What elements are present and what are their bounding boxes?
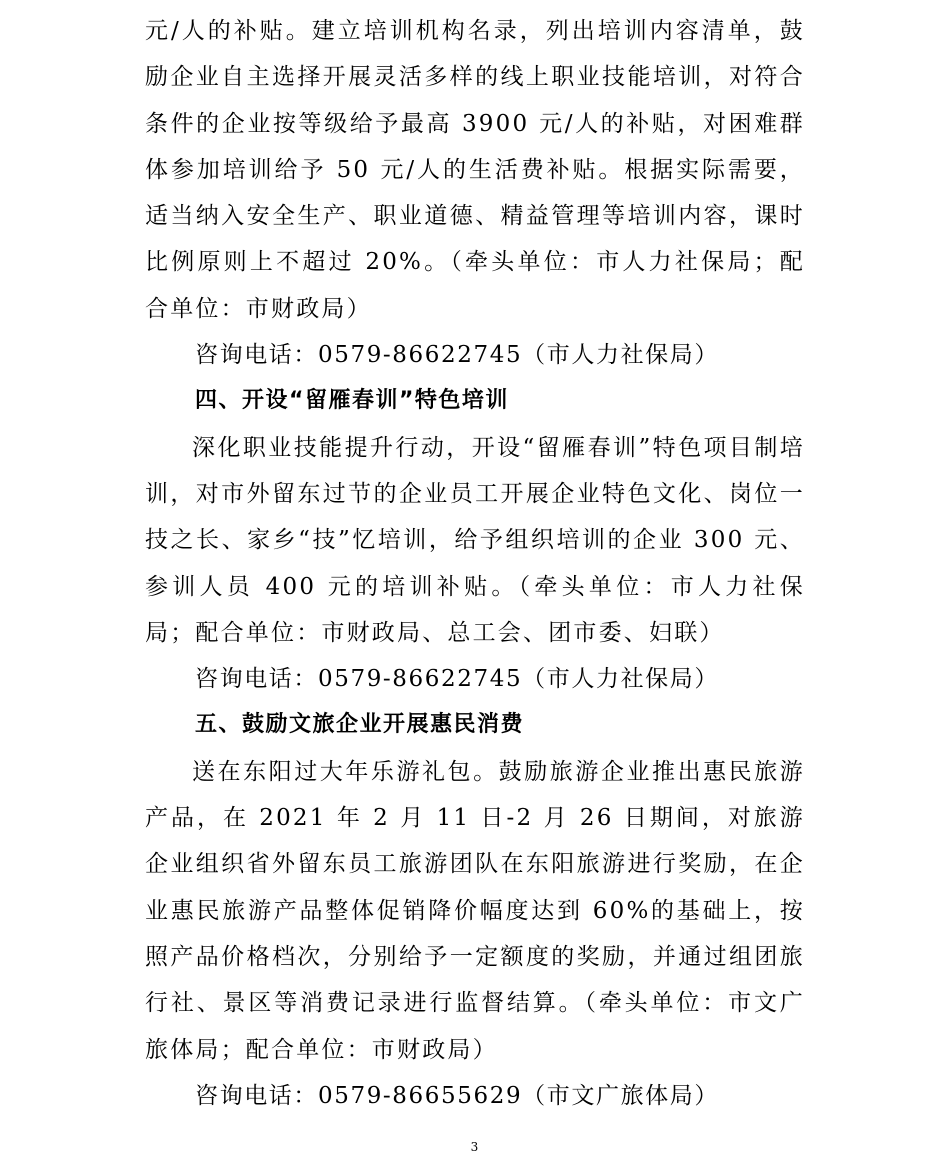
page-number: 3 (470, 1140, 479, 1154)
section-heading-5: 五、鼓励文旅企业开展惠民消费 (195, 712, 525, 738)
consult-phone-hr: 咨询电话：0579-86622745（市人力社保局） (195, 342, 719, 369)
paragraph-training-subsidy: 元/人的补贴。建立培训机构名录，列出培训内容清单，鼓励企业自主选择开展灵活多样的线上职业技能培训，对符合条件的企业按等级给予最高 3900 元/人的补贴，对困难群体参加培训给予 50 元/人的生活费补贴。根据实际需要，适当纳入安全生产、职业道德、精益管理等培训内容，课时比例原则上不超过 20%。（牵头单位：市人力社保局；配合单位：市财政局） (145, 18, 805, 322)
paragraph-spring-training: 深化职业技能提升行动，开设“留雁春训”特色项目制培训，对市外留东过节的企业员工开展企业特色文化、岗位一技之长、家乡“技”忆培训，给予组织培训的企业 300 元、参训人员 400 元的培训补贴。（牵头单位：市人力社保局；配合单位：市财政局、总工会、团市委、妇联） (145, 434, 805, 646)
consult-phone-hr-2: 咨询电话：0579-86622745（市人力社保局） (195, 666, 719, 693)
document-page (145, 8, 805, 1119)
paragraph-tourism-consumption: 送在东阳过大年乐游礼包。鼓励旅游企业推出惠民旅游产品，在 2021 年 2 月 11 日-2 月 26 日期间，对旅游企业组织省外留东员工旅游团队在东阳旅游进行奖励，在企业惠民旅游产品整体促销降价幅度达到 60%的基础上，按照产品价格档次，分别给予一定额度的奖励，并通过组团旅行社、景区等消费记录进行监督结算。（牵头单位：市文广旅体局；配合单位：市财政局） (145, 758, 805, 1063)
section-heading-4: 四、开设“留雁春训”特色培训 (195, 388, 509, 414)
consult-phone-tourism: 咨询电话：0579-86655629（市文广旅体局） (195, 1082, 719, 1109)
